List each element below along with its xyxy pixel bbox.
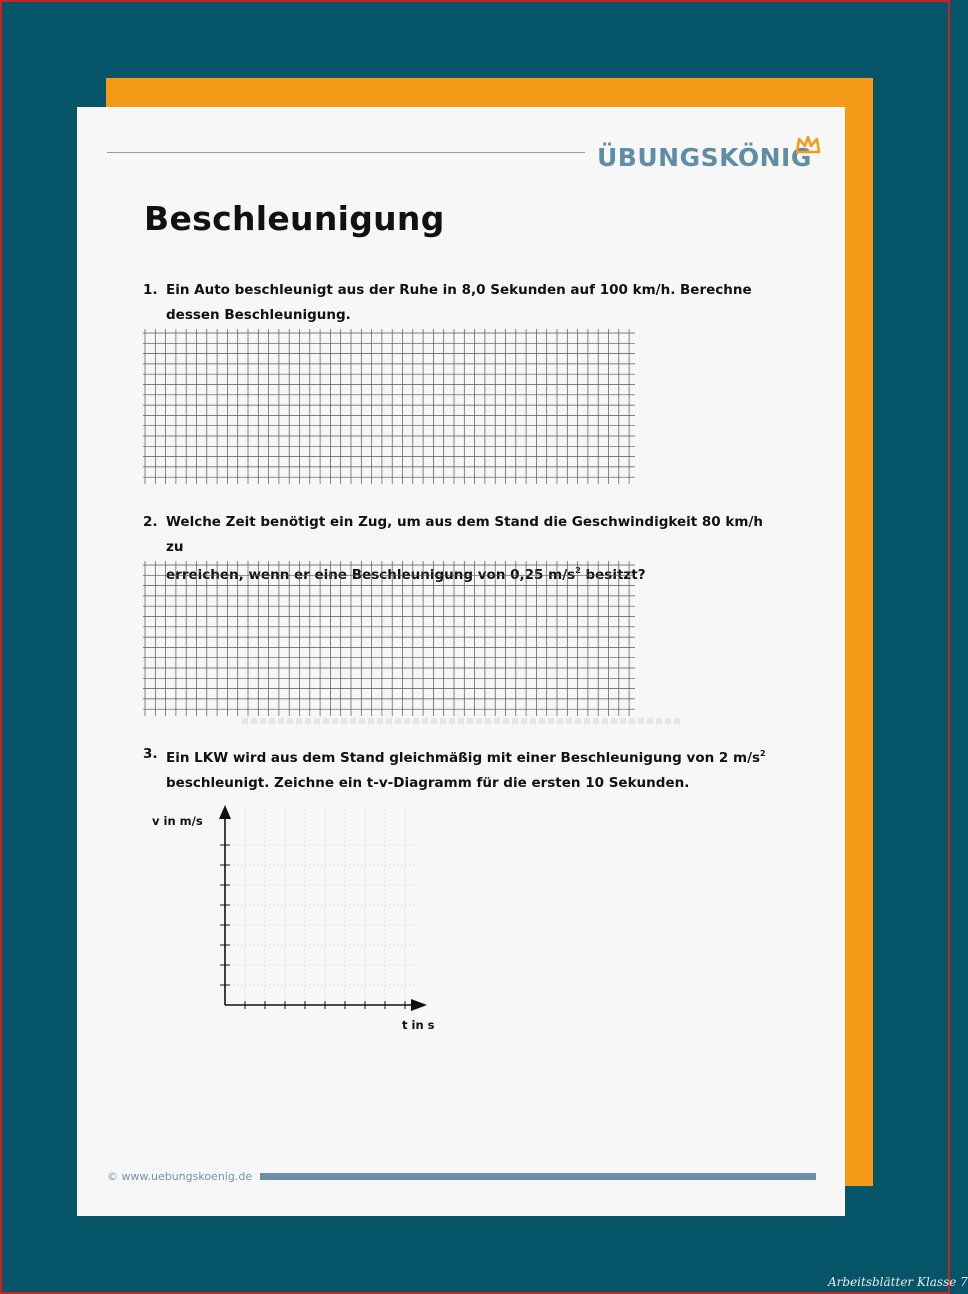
x-axis-arrow bbox=[411, 999, 427, 1011]
footer-bar bbox=[260, 1173, 816, 1180]
y-axis-label: v in m/s bbox=[152, 814, 203, 828]
worksheet bbox=[77, 107, 845, 1216]
question-number: 1. bbox=[143, 282, 158, 298]
x-axis-label: t in s bbox=[402, 1018, 435, 1032]
faded-text-artifact bbox=[242, 718, 682, 724]
question-text-line2: beschleunigt. Zeichne ein t-v-Diagramm für die ersten 10 Sekunden. bbox=[166, 774, 690, 791]
answer-grid-1[interactable] bbox=[143, 329, 635, 484]
watermark: Arbeitsblätter Klasse 7 bbox=[828, 1275, 968, 1289]
header-rule bbox=[107, 152, 585, 153]
question-text-line1: Ein LKW wird aus dem Stand gleichmäßig mit einer Beschleunigung von 2 $m/s^2$ bbox=[166, 749, 766, 766]
question-text-line2: dessen Beschleunigung. bbox=[166, 306, 351, 323]
question-1 bbox=[143, 278, 783, 327]
t-v-diagram[interactable] bbox=[207, 797, 437, 1037]
crown-icon bbox=[795, 135, 821, 155]
brand-logo: ÜBUNGSKÖNIG bbox=[597, 143, 812, 172]
answer-grid-2[interactable] bbox=[143, 561, 635, 716]
question-text-line1: Ein Auto beschleunigt aus der Ruhe in 8,0 Sekunden auf 100 km/h. Berechne bbox=[166, 282, 752, 298]
y-axis-arrow bbox=[219, 805, 231, 819]
question-3 bbox=[143, 742, 783, 795]
question-text-line2: erreichen, wenn er eine Beschleunigung von 0,25 $m/s^2$ besitzt? bbox=[166, 566, 646, 583]
page-title: Beschleunigung bbox=[144, 199, 445, 238]
question-number: 2. bbox=[143, 514, 158, 530]
question-number: 3. bbox=[143, 746, 158, 762]
footer-url: © www.uebungskoenig.de bbox=[107, 1170, 253, 1183]
question-text-line1: Welche Zeit benötigt ein Zug, um aus dem Stand die Geschwindigkeit 80 km/h zu bbox=[166, 514, 763, 555]
